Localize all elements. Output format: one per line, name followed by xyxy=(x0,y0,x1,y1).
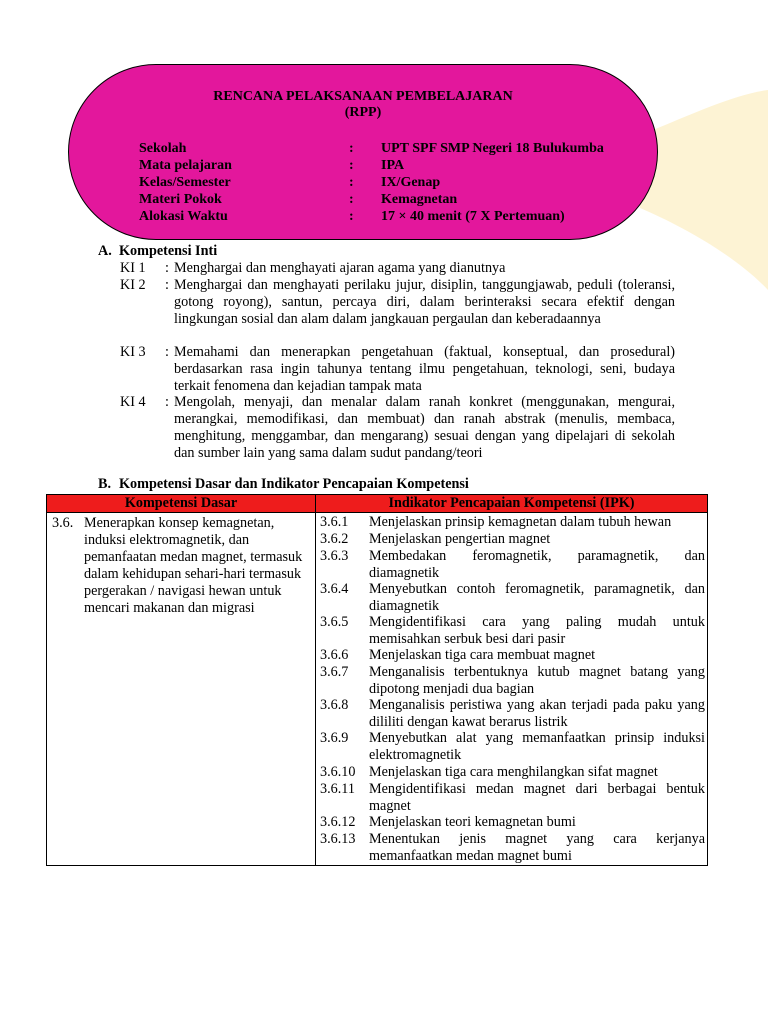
ki-colon: : xyxy=(165,344,169,360)
header-row-mata-pelajaran xyxy=(139,157,639,174)
ipk-number: 3.6.8 xyxy=(320,697,349,713)
header-colon: : xyxy=(349,141,354,156)
header-divider xyxy=(47,512,707,513)
ipk-text: Menjelaskan pengertian magnet xyxy=(369,531,551,547)
ipk-number: 3.6.10 xyxy=(320,764,356,780)
kd-text: Menerapkan konsep kemagnetan, induksi elektromagnetik, dan pemanfaatan medan magnet, termasuk dalam kehidupan sehari-hari termasuk pergerakan / navigasi hewan untuk mencari makanan dan migrasi xyxy=(84,515,303,616)
header-row-alokasi-waktu xyxy=(139,208,639,225)
ipk-number: 3.6.9 xyxy=(320,730,349,746)
ipk-text: Menyebutkan contoh feromagnetik, paramagnetik, dan diamagnetik xyxy=(369,581,705,614)
kd-number: 3.6. xyxy=(52,515,74,531)
header-row-sekolah xyxy=(139,140,639,157)
ki-text: Mengolah, menyaji, dan menalar dalam ranah konkret (menggunakan, mengurai, merangkai, memodifikasi, dan membuat) dan ranah abstrak (menulis, membaca, menghitung, menggambar, dan mengarang) sesuai dengan yang dipelajari di sekolah dan sumber lain yang sama dalam sudut pandang/teori xyxy=(174,394,675,461)
ki-colon: : xyxy=(165,260,169,276)
ipk-text: Menganalisis peristiwa yang akan terjadi pada paku yang dililiti dengan kawat berarus listrik xyxy=(369,697,705,730)
ipk-text: Menjelaskan tiga cara membuat magnet xyxy=(369,647,596,663)
ipk-number: 3.6.6 xyxy=(320,647,349,663)
ipk-text: Menjelaskan prinsip kemagnetan dalam tubuh hewan xyxy=(369,514,672,530)
ki-colon: : xyxy=(165,277,169,293)
rpp-subtitle: (RPP) xyxy=(344,105,382,120)
header-value: Kemagnetan xyxy=(381,192,458,207)
header-value: UPT SPF SMP Negeri 18 Bulukumba xyxy=(381,141,604,156)
ipk-text: Menjelaskan teori kemagnetan bumi xyxy=(369,814,576,830)
ipk-text: Mengidentifikasi cara yang paling mudah untuk memisahkan serbuk besi dari pasir xyxy=(369,614,705,647)
header-colon: : xyxy=(349,158,354,173)
header-colon: : xyxy=(349,175,354,190)
ki-label: KI 2 xyxy=(120,277,146,293)
header-colon: : xyxy=(349,192,354,207)
header-label: Alokasi Waktu xyxy=(139,209,228,224)
header-row-materi-pokok xyxy=(139,191,639,208)
ki-label: KI 3 xyxy=(120,344,146,360)
header-value: 17 × 40 menit (7 X Pertemuan) xyxy=(381,209,565,224)
header-label: Sekolah xyxy=(139,141,187,156)
header-label: Materi Pokok xyxy=(139,192,222,207)
ipk-text: Menganalisis terbentuknya kutub magnet batang yang dipotong menjadi dua bagian xyxy=(369,664,705,697)
header-colon: : xyxy=(349,209,354,224)
ki-text: Menghargai dan menghayati ajaran agama yang dianutnya xyxy=(174,260,506,276)
ipk-number: 3.6.7 xyxy=(320,664,349,680)
ipk-number: 3.6.3 xyxy=(320,548,349,564)
ipk-text: Mengidentifikasi medan magnet dari berbagai bentuk magnet xyxy=(369,781,705,814)
kd-ipk-table xyxy=(46,494,708,866)
section-title: Kompetensi Dasar dan Indikator Pencapaian Kompetensi xyxy=(119,476,469,492)
ipk-text: Menentukan jenis magnet yang cara kerjanya memanfaatkan medan magnet bumi xyxy=(369,831,705,864)
rpp-title: RENCANA PELAKSANAAN PEMBELAJARAN xyxy=(213,89,513,104)
ipk-number: 3.6.2 xyxy=(320,531,349,547)
header-value: IX/Genap xyxy=(381,175,441,190)
ki-colon: : xyxy=(165,394,169,410)
table-header-ipk: Indikator Pencapaian Kompetensi (IPK) xyxy=(388,495,635,511)
header-row-kelas-semester xyxy=(139,174,639,191)
ipk-text: Membedakan feromagnetik, paramagnetik, dan diamagnetik xyxy=(369,548,705,581)
ipk-number: 3.6.4 xyxy=(320,581,349,597)
ipk-text: Menyebutkan alat yang memanfaatkan prinsip induksi elektromagnetik xyxy=(369,730,705,763)
ki-label: KI 1 xyxy=(120,260,146,276)
ipk-number: 3.6.1 xyxy=(320,514,349,530)
ipk-number: 3.6.5 xyxy=(320,614,349,630)
ki-label: KI 4 xyxy=(120,394,146,410)
ipk-number: 3.6.13 xyxy=(320,831,356,847)
section-letter: B. xyxy=(98,476,112,492)
ipk-number: 3.6.11 xyxy=(320,781,355,797)
section-title: Kompetensi Inti xyxy=(119,243,218,259)
ki-text: Memahami dan menerapkan pengetahuan (faktual, konseptual, dan prosedural) berdasarkan rasa ingin tahunya tentang ilmu pengetahuan, teknologi, seni, budaya terkait fenomena dan kejadian tampak mata xyxy=(174,344,675,394)
decorative-background-shape xyxy=(640,40,768,290)
header-value: IPA xyxy=(381,158,405,173)
header-label: Kelas/Semester xyxy=(139,175,231,190)
ipk-text: Menjelaskan tiga cara menghilangkan sifat magnet xyxy=(369,764,658,780)
table-header-kd: Kompetensi Dasar xyxy=(124,495,238,511)
ipk-number: 3.6.12 xyxy=(320,814,356,830)
section-letter: A. xyxy=(98,243,112,259)
header-label: Mata pelajaran xyxy=(139,158,232,173)
column-divider xyxy=(315,495,316,865)
rpp-header-capsule xyxy=(68,64,658,240)
ki-text: Menghargai dan menghayati perilaku jujur, disiplin, tanggungjawab, peduli (toleransi, gotong royong), santun, percaya diri, dalam berinteraksi secara efektif dengan lingkungan sosial dan alam dalam jangkauan pergaulan dan keberadaannya xyxy=(174,277,675,327)
